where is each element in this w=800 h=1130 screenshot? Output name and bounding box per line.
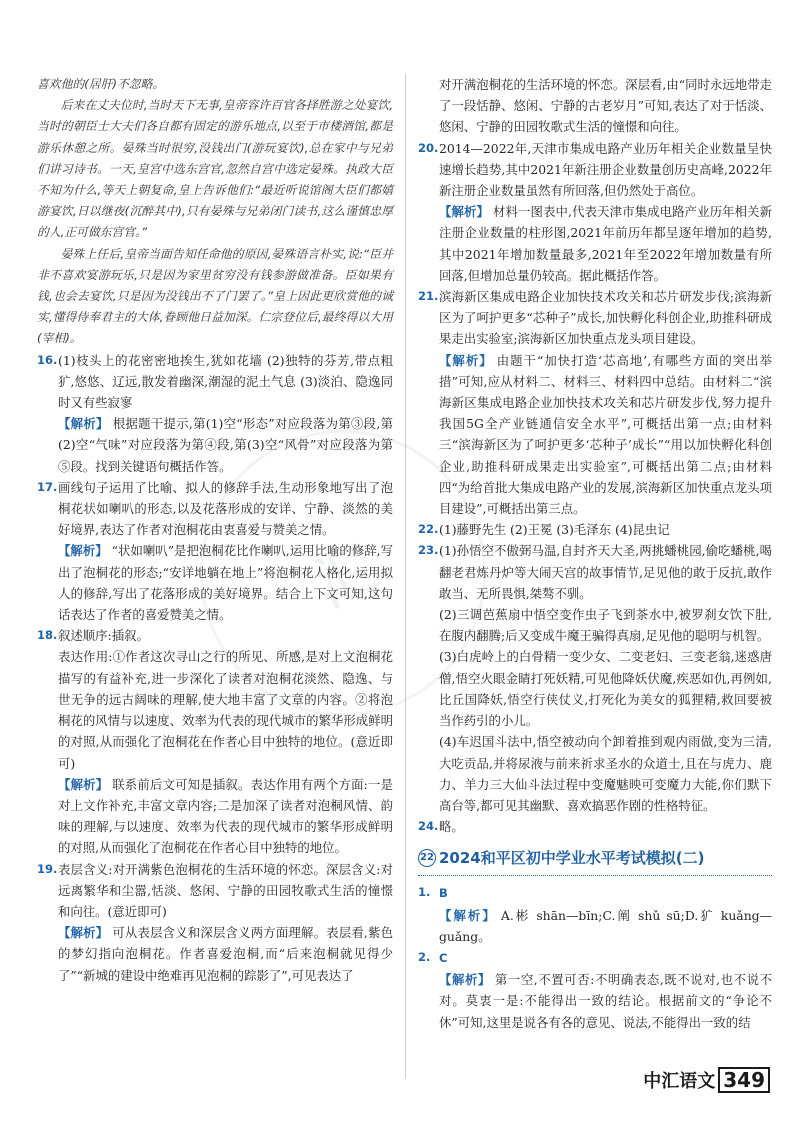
answer-17 (37, 477, 393, 625)
answer-text: 2014—2022年,天津市集成电路产业历年相关企业数量呈快速增长趋势,其中2021年新注册企业数量创历史高峰,2022年新注册企业数量虽然有所回落,但仍然处于高位。 (439, 140, 772, 199)
paragraph: 后来在丈夫位时,当时天下无事,皇帝容许百官各择胜游之处宴饮,当时的朝臣士大夫们各自都有固定的游乐地点,以至于市楼酒馆,都是游乐休憩之所。晏殊当时很穷,没钱出门(游玩宴饮),总在家中与兄弟们讲习诗书。一天,皇宫中选东宫官,忽然自宫中选定晏殊。执政大臣不知为什么,等天上朝复命,皇上告诉他们:“最近听说馆阁大臣们都嬉游宴饮,日以继夜(沉醉其中),只有晏殊与兄弟闭门读书,这么谨慎忠厚的人,正可做东宫官。” (37, 98, 393, 240)
analysis-text: 第一空,不置可否:不明确表态,既不说对,也不说不对。莫衷一是:不能得出一致的结论。根据前文的“争论不休”可知,这里是说各有各的意见、说法,不能得出一致的结 (439, 972, 773, 1030)
page-number: 349 (718, 1067, 770, 1093)
question-number: 21. (418, 289, 439, 304)
analysis-label: 【解析】 (439, 204, 490, 220)
answer-text: (3)白虎岭上的白骨精一变少女、二变老妇、三变老翁,迷惑唐僧,悟空火眼金睛打死妖精,可见他降妖伏魔,疾恶如仇,再例如,比丘国降妖,悟空行侠仗义,打死化为美女的狐狸精,救回要被当作药引的小儿。 (439, 649, 772, 729)
section-title-text: 2024和平区初中学业水平考试模拟(二) (439, 849, 705, 868)
analysis-text: A.彬 shān—bīn;C.阐 shǔ sū;D.犷 kuǎng—guǎng。 (439, 907, 773, 944)
exam2-answer-2 (418, 947, 772, 1033)
question-number: 18. (37, 628, 58, 643)
question-number: 23. (418, 543, 439, 558)
section-divider (418, 875, 772, 876)
analysis-text: 联系前后文可知是插叙。表达作用有两个方面:一是对上文作补充,丰富文章内容;二是加深了读者对泡桐风情、韵味的理解,与以速度、效率为代表的现代城市的繁华形成鲜明的对照,从而强化了泡桐花在作者心目中独特的地位。 (58, 776, 393, 856)
answer-text: 表层含义:对开满紫色泡桐花的生活环境的怀恋。深层含义:对远离繁华和尘嚣,恬淡、悠闲、宁静的田园牧歌式生活的憧憬和向往。(意近即可) (58, 861, 393, 919)
analysis-label: 【解析】 (439, 907, 497, 923)
analysis-label: 【解析】 (439, 972, 491, 988)
column-divider (405, 74, 406, 1079)
answer-21 (418, 286, 772, 519)
analysis-text: “状如喇叭”是把泡桐花比作喇叭,运用比喻的修辞,写出了泡桐花的形态;“安详地躺在地上”将泡桐花人格化,运用拟人的修辞,写出了花落形成的美好境界。结合上下文可知,这句话表达了作者的喜爱赞美之情。 (58, 543, 394, 623)
answer-text: 画线句子运用了比喻、拟人的修辞手法,生动形象地写出了泡桐花状如喇叭的形态,以及花落形成的安详、宁静、淡然的美好境界,表达了作者对泡桐花由衷喜爱与赞美之情。 (58, 479, 393, 538)
question-number: 20. (418, 140, 439, 155)
answer-choice: B (439, 886, 448, 901)
question-number: 24. (418, 819, 439, 834)
section-heading (418, 847, 772, 869)
footer-label: 中汇语文 (643, 1071, 716, 1092)
analysis-label: 【解析】 (58, 925, 109, 941)
analysis-label: 【解析】 (58, 776, 109, 792)
answer-19 (37, 859, 393, 986)
answer-text: (1)藤野先生 (2)王冕 (3)毛泽东 (4)昆虫记 (439, 522, 670, 538)
watermark-text: 汇 (303, 533, 388, 622)
answer-text: (1)枝头上的花密密地挨生,犹如花墙 (2)独特的芬芳,带点粗犷,悠悠、辽远,散发着幽深,潮湿的泥土气息 (3)淡泊、隐逸同时又有些寂寥 (58, 352, 393, 411)
paragraph: 喜欢他的(居肝)不忽略。 (37, 77, 165, 91)
answer-18 (37, 625, 393, 858)
answer-text: 略。 (439, 819, 464, 835)
question-number: 17. (37, 479, 58, 494)
answer-text: 滨海新区集成电路企业加快技术攻关和芯片研发步伐;滨海新区为了呵护更多“芯种子”成长,加快孵化科创企业,助推科研成果走出实验室;滨海新区加快重点龙头项目建设。 (439, 289, 772, 347)
analysis-continued: 对开满泡桐花的生活环境的怀恋。深层看,由“同时永远地带走了一段恬静、悠闲、宁静的古老岁月”可知,表达了对于恬淡、悠闲、宁静的田园牧歌式生活的憧憬和向往。 (439, 77, 772, 135)
analysis-text: 根据题干提示,第(1)空“形态”对应段落为第③段,第(2)空“气味”对应段落为第④段,第(3)空“风骨”对应段落为第⑤段。找到关键语句概括作答。 (58, 416, 393, 474)
answer-22 (418, 519, 772, 540)
answer-text: (1)孙悟空不傲弼马温,自封齐天大圣,两挑蟠桃园,偷吃蟠桃,喝翻老君炼丹炉等大闹天宫的故事情节,足见他的敢于反抗,敢作敢当、无所畏惧,桀骜不驯。 (439, 543, 772, 601)
analysis-label: 【解析】 (58, 416, 109, 432)
question-number: 19. (37, 861, 58, 876)
question-number: 2. (418, 949, 431, 964)
page-footer (643, 1067, 770, 1093)
right-column (418, 74, 772, 1033)
analysis-text: 材料一图表中,代表天津市集成电路产业历年相关新注册企业数量的柱形图,2021年前历年都呈逐年增加的趋势,其中2021年增加数量最多,2021年至2022年增加数量有所回落,但增加总量仍较高。据此概括作答。 (439, 204, 772, 283)
answer-text: (4)车迟国斗法中,悟空被动向个卸着推到观内雨做,变为三清,大吃贡品,并将尿液与前来祈求圣水的众道士,且在与虎力、鹿力、羊力三大仙斗法过程中变魔魅映可变魔力大能,你们默下高台等,都可见其幽默、喜欢搞恶作剧的性格特征。 (439, 734, 772, 813)
answer-20 (418, 138, 772, 286)
question-number: 16. (37, 352, 58, 367)
answer-24 (418, 816, 772, 837)
paragraph: 晏殊上任后,皇帝当面告知任命他的原因,晏殊语言朴实,说:“臣并非不喜欢宴游玩乐,只是因为家里贫穷没有钱参游做准备。臣如果有钱,也会去宴饮,只是因为没钱出不了门罢了。”皇上因此更欣赏他的诚实,懂得侍奉君主的大体,眷顾他日益加深。仁宗登位后,最终得以大用(宰相)。 (37, 246, 393, 346)
answer-choice: C (439, 950, 448, 965)
answer-16 (37, 350, 393, 477)
question-number: 1. (418, 885, 431, 900)
answer-text: 叙述顺序:插叙。 (58, 628, 149, 644)
analysis-label: 【解析】 (58, 543, 108, 559)
left-column (37, 74, 393, 986)
analysis-text: 由题干“加快打造‘芯高地’,有哪些方面的突出举措”可知,应从材料二、材料三、材料四中总结。由材料二“滨海新区集成电路企业加快技术攻关和芯片研发步伐,努力提升我国5G全产业链通信安全水平”,可概括出第一点;由材料三“滨海新区为了呵护更多‘芯种子’成长”“用以加快孵化科创企业,助推科研成果走出实验室”,可概括出第二点;由材料四“为给首批大集成电路产业的发展,滨海新区加快重点龙头项目建设”,可概括出第三点。 (439, 352, 772, 517)
answer-text: (2)三调芭蕉扇中悟空变作虫子飞到茶水中,被罗刹女饮下肚,在腹内翻腾;后又变成牛魔王骗得真扇,足见他的聪明与机智。 (439, 607, 772, 644)
question-number: 22. (418, 522, 439, 537)
exam2-answer-1 (418, 882, 772, 947)
section-number-badge: 22 (418, 849, 436, 867)
effect-text: 表达作用:①作者这次寻山之行的所见、所感,是对上文泡桐花描写的有益补充,进一步深化了读者对泡桐花淡然、隐逸、与世无争的远古阔味的理解,使大地丰富了文章的内容。②将泡桐花的风情与以速度、效率为代表的现代城市的繁华形成鲜明的对照,从而强化了泡桐花在作者心目中独特的地位。(意近即可) (58, 649, 393, 771)
analysis-text: 可从表层含义和深层含义两方面理解。表层看,紫色的梦幻指向泡桐花。作者喜爱泡桐,而“后来泡桐就见得少了”“新城的建设中绝难再见泡桐的踪影了”,可见表达了 (58, 925, 393, 983)
analysis-label: 【解析】 (439, 352, 493, 368)
answer-23 (418, 540, 772, 816)
